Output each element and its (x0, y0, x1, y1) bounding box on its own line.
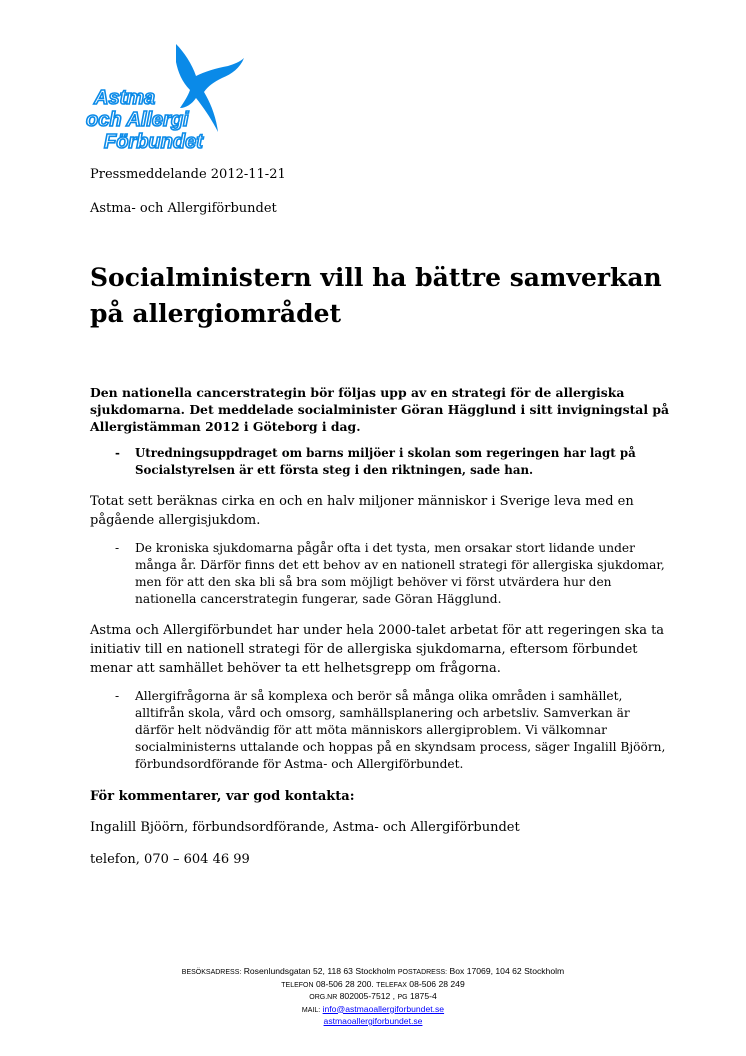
bird-logo-graphic (84, 42, 250, 160)
organization-logo (84, 42, 250, 160)
organization-name: Astma- och Allergiförbundet (90, 201, 277, 216)
contact-person: Ingalill Bjöörn, förbundsordförande, Astma- och Allergiförbundet (90, 820, 520, 835)
logo-text-line2: och Allergi (86, 109, 189, 131)
article-body (90, 384, 670, 868)
footer-label: BESÖKSADRESS: (181, 969, 242, 976)
press-release-date: Pressmeddelande 2012-11-21 (90, 167, 286, 182)
footer-value: 1875-4 (407, 991, 437, 1001)
contact-heading: För kommentarer, var god kontakta: (90, 789, 355, 804)
quote-dash: - (115, 689, 120, 703)
logo-text-line1: Astma (94, 87, 156, 109)
quote-text: Allergifrågorna är så komplexa och berör så många olika områden i samhället, alltifrån skola, vård och omsorg, samhällsplanering och arbetsliv. Samverkan är därför helt nödvändig för att möta människors allergiproblem. Vi välkomnar socialministerns uttalande och hoppas på en skyndsam process, säger Ingalill Bjöörn, förbundsordförande för Astma- och Allergiförbundet. (135, 689, 666, 771)
quote-text: Utredningsuppdraget om barns miljöer i skolan som regeringen har lagt på Socialstyrelsen är ett första steg i den riktningen, sade han. (135, 446, 636, 477)
quote-block (90, 540, 670, 608)
website-link[interactable]: astmaoallergiforbundet.se (323, 1016, 423, 1026)
quote-dash: - (115, 541, 120, 555)
footer-value: Rosenlundsgatan 52, 118 63 Stockholm (241, 966, 398, 976)
logo-text-line3: Förbundet (104, 131, 203, 153)
body-paragraph: Totat sett beräknas cirka en och en halv miljoner människor i Sverige leva med en pågående allergisjukdom. (90, 494, 634, 528)
footer-label: TELEFAX (376, 981, 407, 989)
footer-address-line (0, 966, 746, 979)
footer-value: 08-506 28 249 (406, 978, 465, 989)
footer-mail-line (0, 1004, 746, 1017)
quote-block (90, 688, 670, 773)
quote-block (90, 445, 670, 479)
body-paragraph: Astma och Allergiförbundet har under hela 2000-talet arbetat för att regeringen ska ta initiativ till en nationell strategi för de allergiska sjukdomarna, eftersom förbundet menar att samhället behöver ta ett helhetsgrepp om frågorna. (90, 623, 665, 676)
footer-label: PG (397, 994, 408, 1001)
page-footer (0, 966, 746, 1027)
footer-value: 802005-7512 , (337, 991, 398, 1001)
footer-value: 08-506 28 200. (313, 978, 377, 989)
footer-label: POSTADRESS: (397, 969, 448, 976)
email-link[interactable]: info@astmaoallergiforbundet.se (322, 1003, 445, 1014)
footer-label: MAIL: (301, 1006, 321, 1014)
contact-phone: telefon, 070 – 604 46 99 (90, 852, 250, 867)
quote-dash: - (115, 446, 120, 460)
footer-label: TELEFON (281, 981, 314, 989)
page-title: Socialministern vill ha bättre samverkan på allergiområdet (90, 263, 662, 328)
footer-web-line (0, 1016, 746, 1027)
footer-orgnr-line (0, 991, 746, 1004)
lead-paragraph: Den nationella cancerstrategin bör följas upp av en strategi för de allergiska sjukdomarna. Det meddelade socialminister Göran Hägglund i sitt invigningstal på Allergistämman 2012 i Göteborg i dag. (90, 385, 670, 434)
footer-phone-line (0, 979, 746, 992)
footer-value: Box 17069, 104 62 Stockholm (447, 966, 565, 976)
quote-text: De kroniska sjukdomarna pågår ofta i det tysta, men orsakar stort lidande under många år. Därför finns det ett behov av en nationell strategi för allergiska sjukdomar, men för att den ska bli så bra som möjligt behöver vi först utvärdera hur den nationella cancerstrategin fungerar, sade Göran Hägglund. (135, 541, 665, 606)
footer-label: ORG.NR (309, 994, 338, 1001)
